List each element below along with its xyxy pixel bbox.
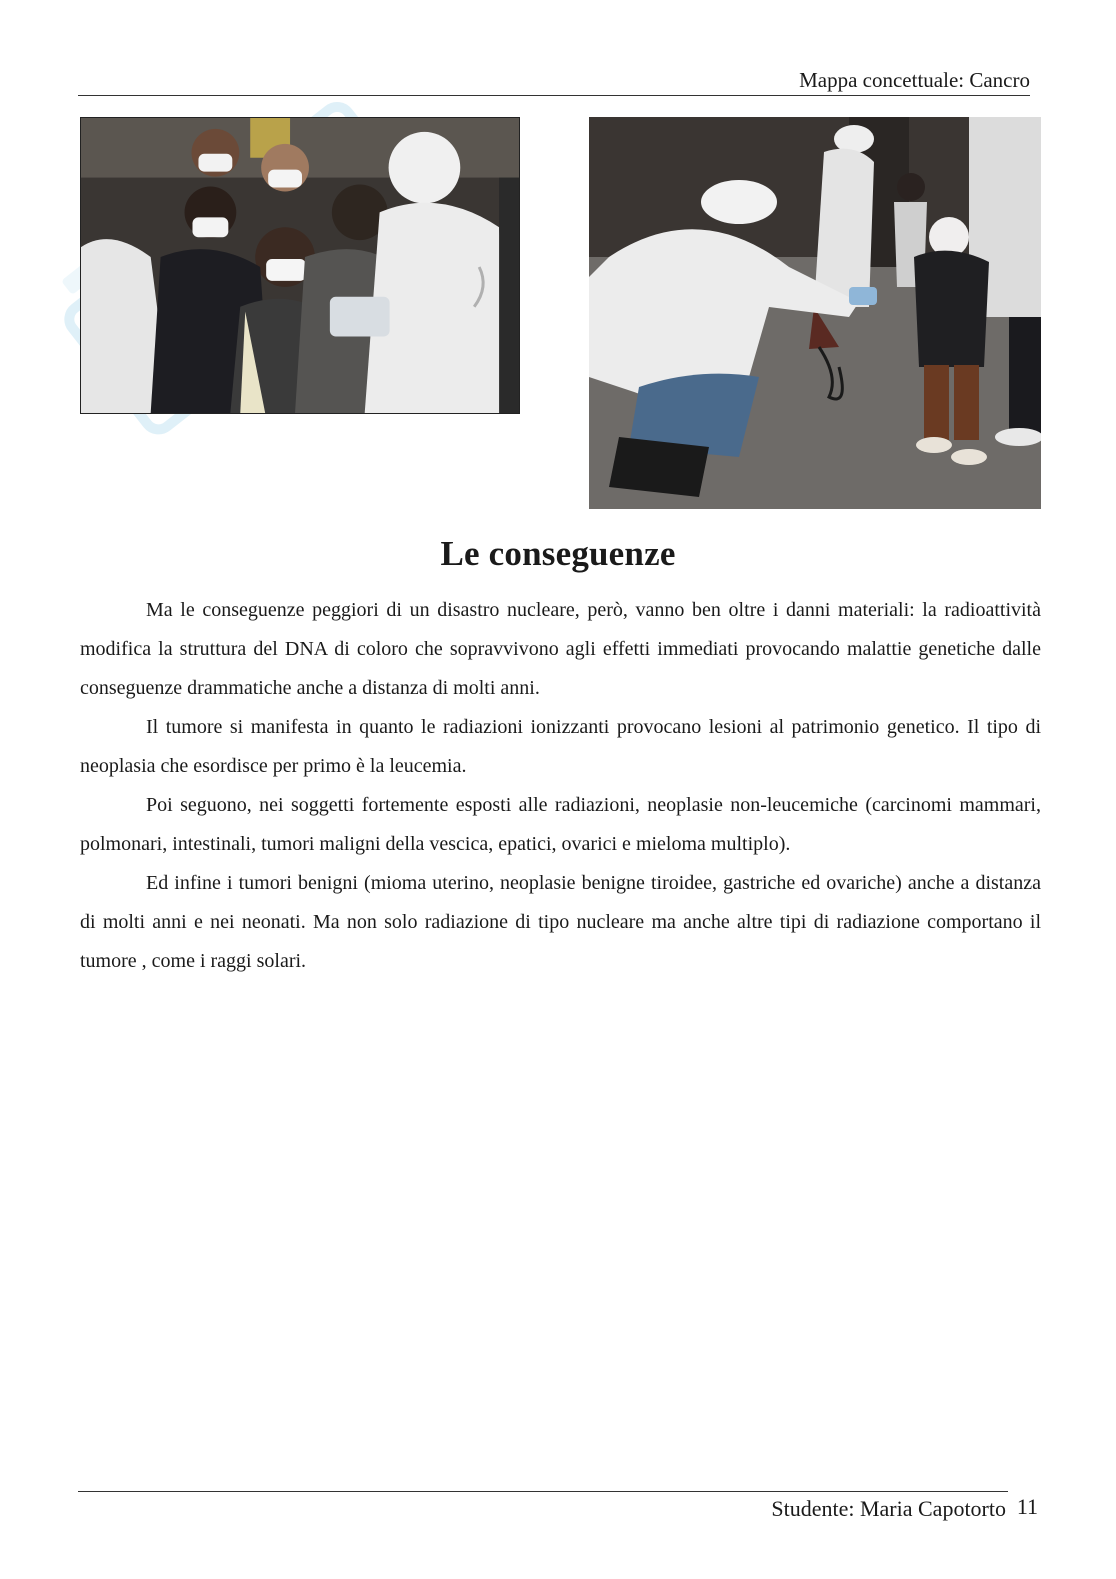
paragraph: Il tumore si manifesta in quanto le radiazioni ionizzanti provocano lesioni al patrimonio genetico. Il tipo di neoplasia che esordisce per primo è la leucemia.	[80, 716, 1041, 777]
running-header: Mappa concettuale: Cancro	[799, 68, 1030, 92]
crowd-radiation-screening-photo	[80, 117, 520, 414]
header-divider	[78, 95, 1030, 96]
footer-divider	[78, 1491, 1008, 1492]
paragraph: Poi seguono, nei soggetti fortemente esposti alle radiazioni, neoplasie non-leucemiche (carcinomi mammari, polmonari, intestinali, tumori maligni della vescica, epatici, ovarici e mieloma multiplo).	[80, 794, 1041, 855]
child-radiation-screening-photo	[589, 117, 1041, 509]
paragraph: Ed infine i tumori benigni (mioma uterino, neoplasie benigne tiroidee, gastriche ed ovariche) anche a distanza di molti anni e nei neonati. Ma non solo radiazione di tipo nucleare ma anche altre tipi di radiazione comportano il tumore , come i raggi solari.	[80, 872, 1041, 972]
paragraph: Ma le conseguenze peggiori di un disastro nucleare, però, vanno ben oltre i danni materiali: la radioattività modifica la struttura del DNA di coloro che sopravvivono agli effetti immediati provocando malattie genetiche dalle conseguenze drammatiche anche a distanza di molti anni.	[80, 599, 1041, 699]
page-number: 11	[1016, 1494, 1038, 1519]
body-text	[80, 591, 1041, 981]
footer-author: Studente: Maria Capotorto	[771, 1496, 1006, 1521]
section-heading: Le conseguenze	[440, 534, 676, 573]
